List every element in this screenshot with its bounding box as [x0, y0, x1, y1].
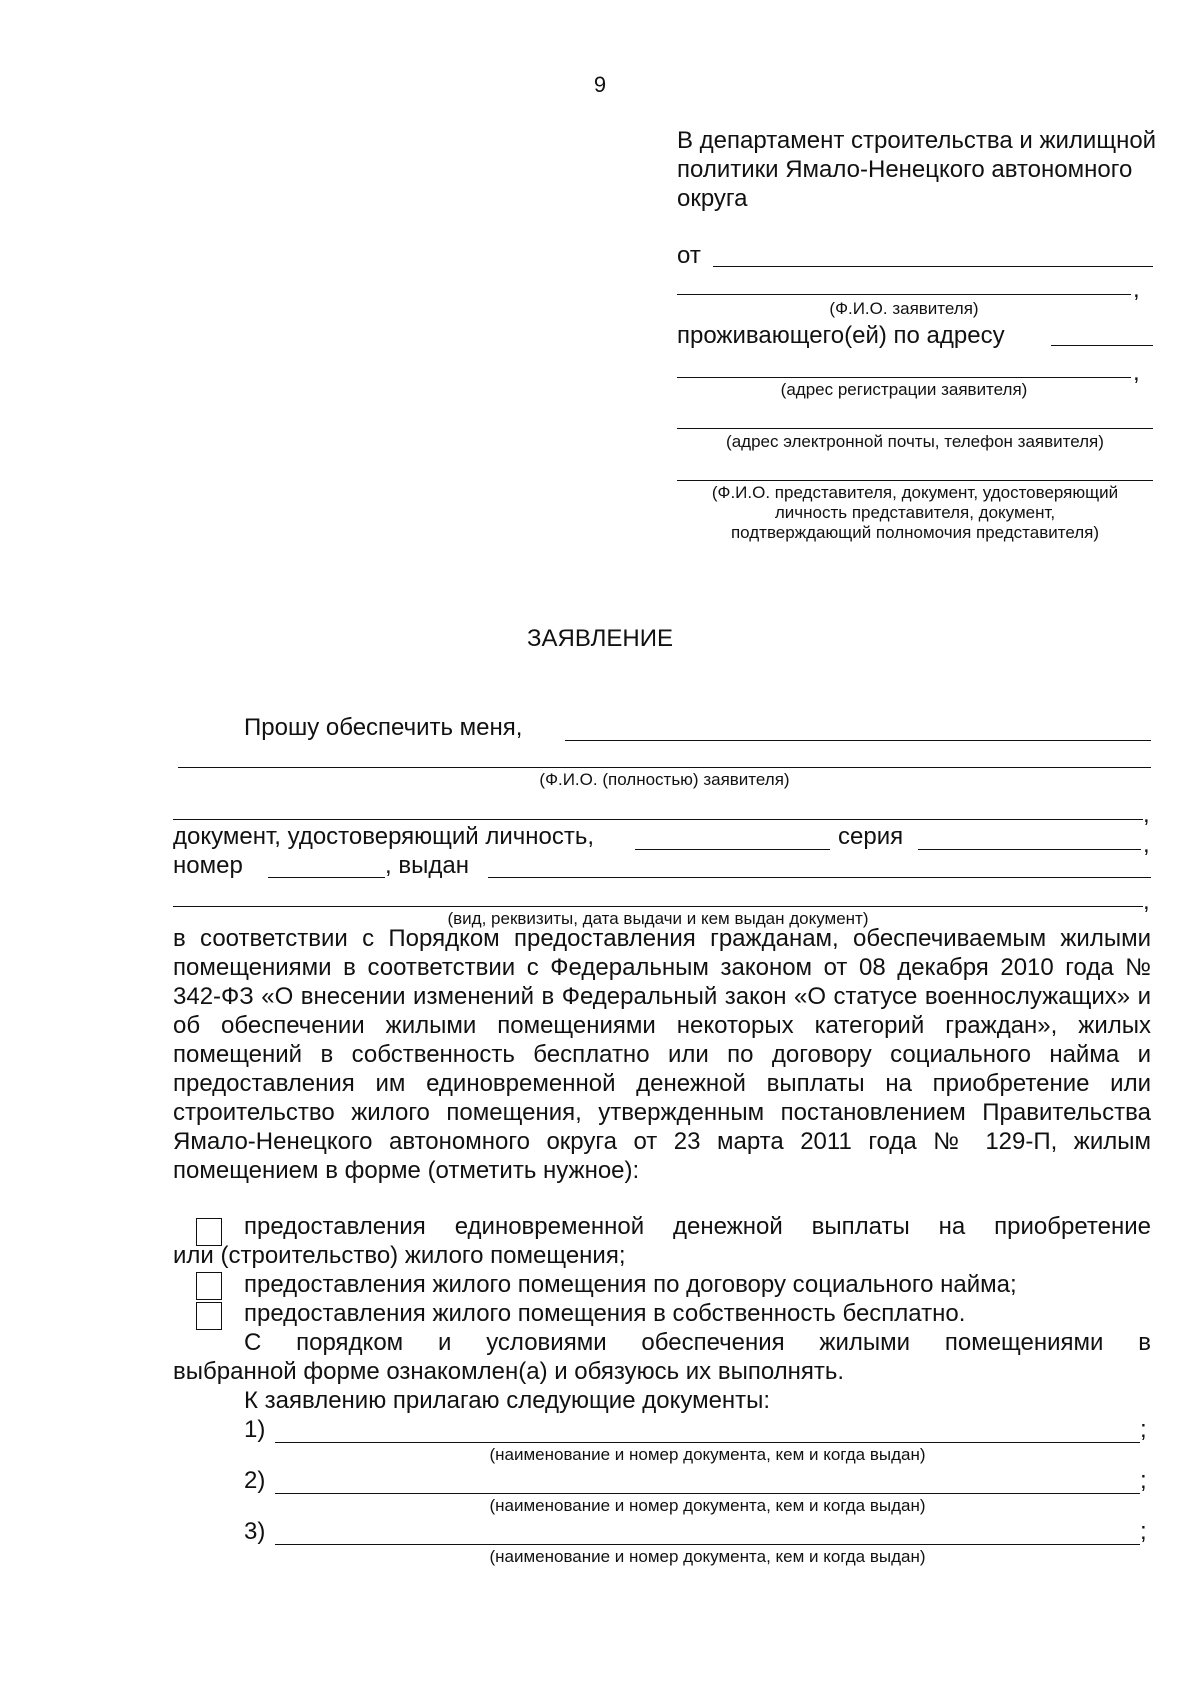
- issued-field[interactable]: [488, 877, 1151, 878]
- address-field-2[interactable]: [677, 377, 1131, 378]
- contacts-field[interactable]: [677, 428, 1153, 429]
- comma: ,: [1143, 801, 1150, 828]
- full-name-caption: (Ф.И.О. (полностью) заявителя): [539, 770, 790, 789]
- residing-label: проживающего(ей) по адресу: [677, 322, 1005, 349]
- applicant-name-caption: (Ф.И.О. заявителя): [829, 299, 979, 318]
- comma: ,: [1143, 888, 1150, 915]
- attachment-2-number: 2): [244, 1467, 266, 1494]
- attachment-2-end: ;: [1140, 1467, 1147, 1494]
- attachment-1-field[interactable]: [275, 1442, 1140, 1443]
- option-3-checkbox[interactable]: [196, 1302, 222, 1330]
- address-field-1[interactable]: [1051, 345, 1153, 346]
- attachment-3-field[interactable]: [275, 1544, 1140, 1545]
- address-caption: (адрес регистрации заявителя): [780, 380, 1028, 399]
- representative-caption: (Ф.И.О. представителя, документ, удостоверяющий личность представителя, документ, подтверждающий полномочия представителя): [711, 483, 1119, 542]
- attachment-3-caption: (наименование и номер документа, кем и когда выдан): [489, 1547, 926, 1566]
- contacts-caption: (адрес электронной почты, телефон заявителя): [726, 432, 1104, 451]
- agreement-line1: С порядком и условиями обеспечения жилыми помещениями в: [244, 1329, 1151, 1356]
- series-field[interactable]: [918, 849, 1141, 850]
- representative-field[interactable]: [677, 480, 1153, 481]
- body-text: в соответствии с Порядком предоставления гражданам, обеспечиваемым жилыми помещениями в соответствии с Федеральным законом от 08 декабря 2010 года № 342-ФЗ «О внесении изменений в Федеральный закон «О статусе военнослужащих» и об обеспечении жилыми помещениями некоторых категорий граждан», жилых помещений в собственность бесплатно или по договору социального найма и предоставления им единовременной денежной выплаты на приобретение или строительство жилого помещения, утвержденным постановлением Правительства Ямало-Ненецкого автономного округа от 23 марта 2011 года № 129-П, жилым помещением в форме (отметить нужное):: [173, 925, 1151, 1184]
- series-label: серия: [838, 823, 904, 850]
- attachment-3-end: ;: [1140, 1518, 1147, 1545]
- document-title: ЗАЯВЛЕНИЕ: [527, 625, 673, 652]
- document-details-field[interactable]: [173, 906, 1143, 907]
- attachment-2-caption: (наименование и номер документа, кем и когда выдан): [489, 1496, 926, 1515]
- full-name-field-3[interactable]: [173, 819, 1143, 820]
- attachment-1-caption: (наименование и номер документа, кем и когда выдан): [489, 1445, 926, 1464]
- applicant-name-field-1[interactable]: [713, 266, 1153, 267]
- request-intro: Прошу обеспечить меня,: [244, 714, 523, 741]
- applicant-name-field-2[interactable]: [677, 294, 1131, 295]
- attachment-2-field[interactable]: [275, 1493, 1140, 1494]
- option-1-label-line2: или (строительство) жилого помещения;: [173, 1242, 626, 1269]
- option-2-label: предоставления жилого помещения по договору социального найма;: [244, 1271, 1017, 1298]
- option-3-label: предоставления жилого помещения в собственность бесплатно.: [244, 1300, 966, 1327]
- attachment-1-end: ;: [1140, 1416, 1147, 1443]
- comma: ,: [1143, 831, 1150, 858]
- id-document-label: документ, удостоверяющий личность,: [173, 823, 595, 850]
- document-caption: (вид, реквизиты, дата выдачи и кем выдан документ): [447, 909, 869, 928]
- issued-label: , выдан: [385, 852, 469, 879]
- number-field[interactable]: [268, 877, 385, 878]
- attachment-3-number: 3): [244, 1518, 266, 1545]
- attachment-1-number: 1): [244, 1416, 266, 1443]
- body-paragraph: [173, 924, 1151, 1185]
- agreement-line2: выбранной форме ознакомлен(а) и обязуюсь их выполнять.: [173, 1358, 845, 1385]
- addressee-text: В департамент строительства и жилищной политики Ямало-Ненецкого автономного округа: [677, 127, 1157, 212]
- attachments-intro: К заявлению прилагаю следующие документы:: [244, 1387, 771, 1414]
- page-number: 9: [593, 72, 607, 97]
- option-2-checkbox[interactable]: [196, 1272, 222, 1300]
- full-name-field-1[interactable]: [565, 740, 1151, 741]
- from-label: от: [677, 242, 701, 269]
- comma: ,: [1133, 276, 1140, 303]
- full-name-field-2[interactable]: [178, 767, 1151, 768]
- comma: ,: [1133, 359, 1140, 386]
- option-1-label-line1: предоставления единовременной денежной выплаты на приобретение: [244, 1213, 1151, 1240]
- number-label: номер: [173, 852, 243, 879]
- id-document-field[interactable]: [635, 849, 830, 850]
